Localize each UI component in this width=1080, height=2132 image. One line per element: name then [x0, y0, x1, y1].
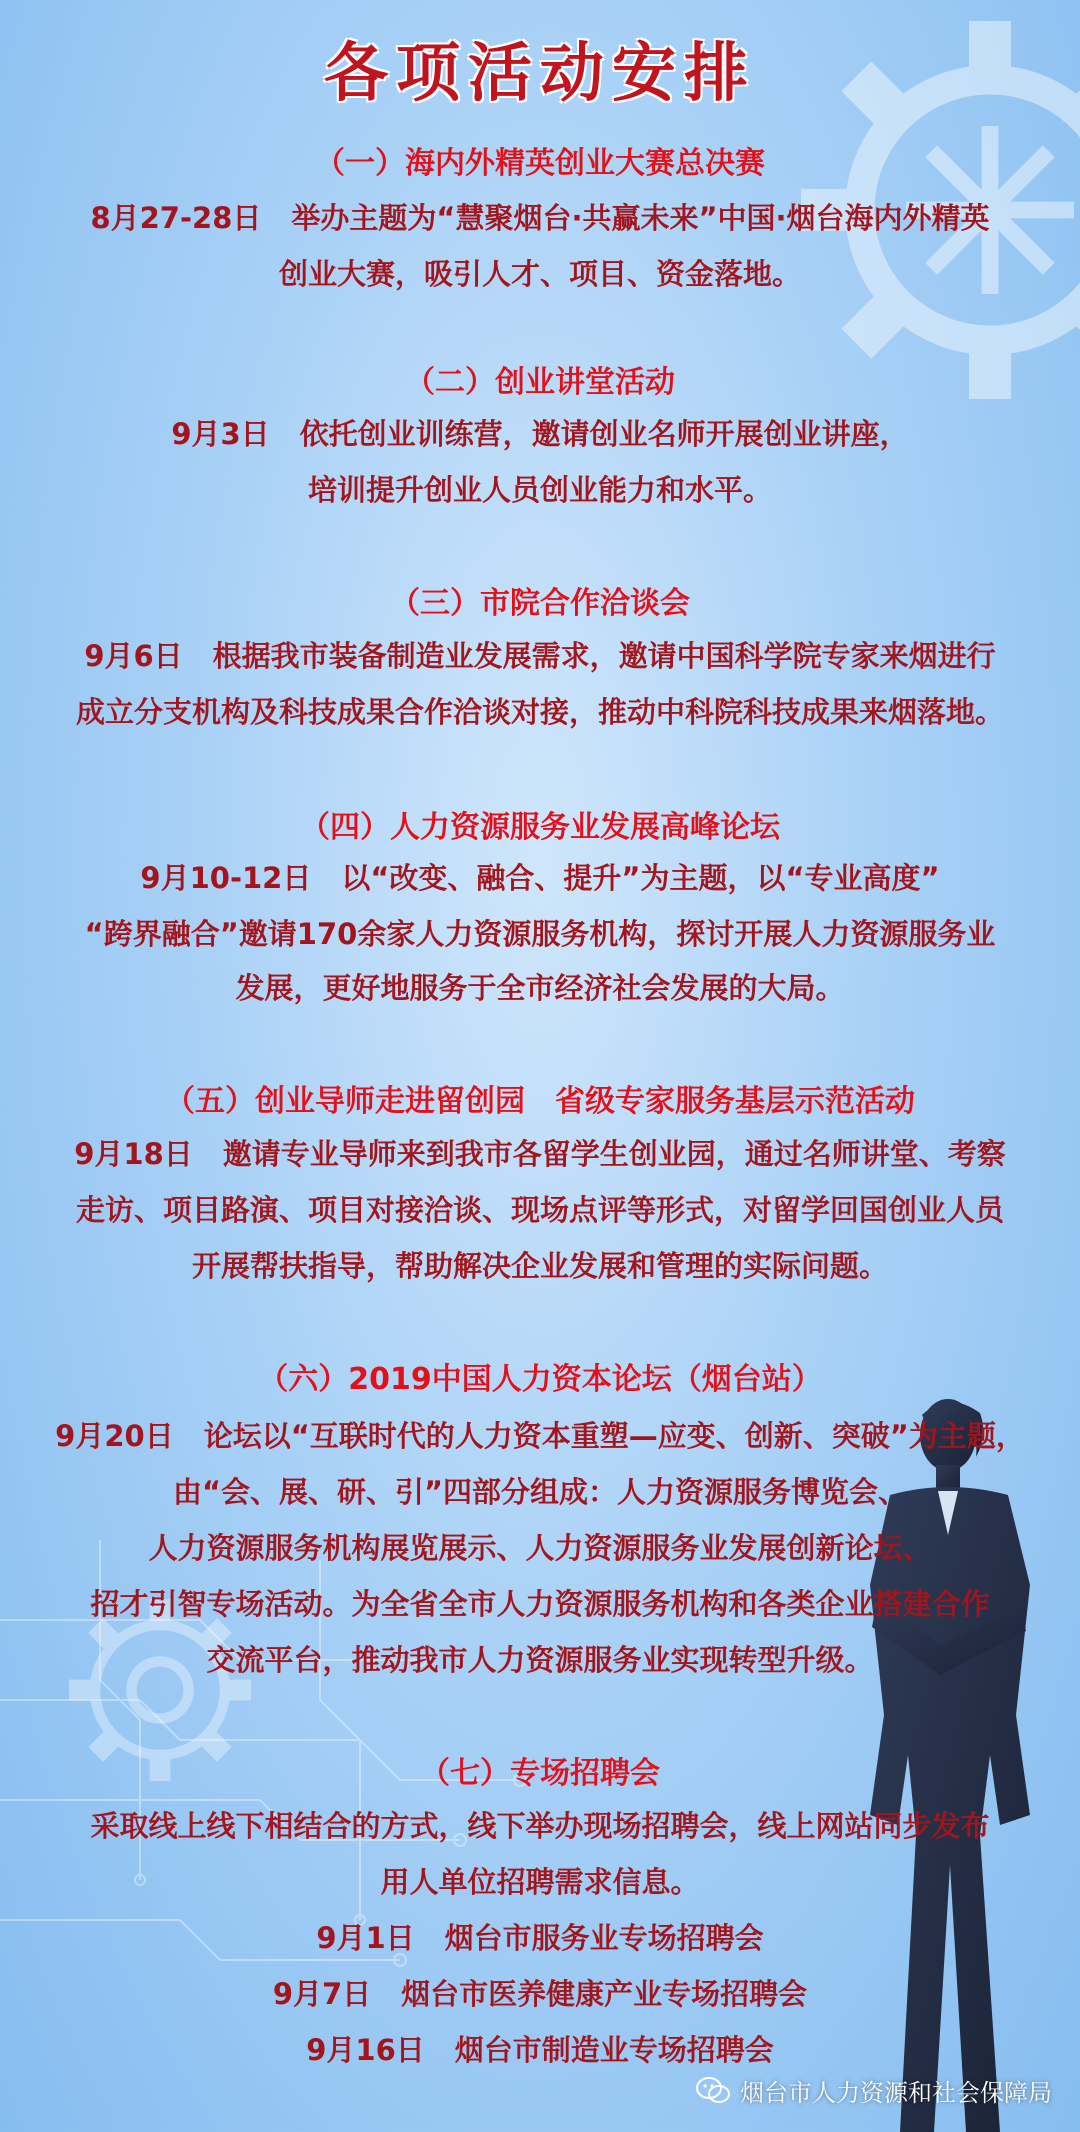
section-1-line-1: [0, 196, 1080, 237]
section-2-line-1: [0, 412, 1080, 453]
section-heading-3: （三）市院合作洽谈会: [390, 586, 690, 621]
watermark-text: 烟台市人力资源和社会保障局: [740, 2079, 1052, 2107]
event-text: 邀请专业导师来到我市各留学生创业园，通过名师讲堂、考察: [222, 1137, 1006, 1171]
event-text: 举办主题为“慧聚烟台·共赢未来”中国·烟台海内外精英: [291, 201, 990, 235]
event-date: 9月6日: [84, 639, 183, 673]
wechat-watermark: [696, 2073, 1052, 2108]
section-5-line-1: [0, 1132, 1080, 1173]
event-text: 烟台市服务业专场招聘会: [444, 1921, 764, 1955]
wechat-icon: [696, 2077, 730, 2105]
section-heading-2: （二）创业讲堂活动: [405, 365, 675, 400]
section-6-line-4: 招才引智专场活动。为全省全市人力资源服务机构和各类企业搭建合作: [90, 1587, 990, 1621]
event-text: 根据我市装备制造业发展需求，邀请中国科学院专家来烟进行: [212, 639, 996, 673]
section-7-line-2: 用人单位招聘需求信息。: [380, 1865, 700, 1899]
event-text: 烟台市医养健康产业专场招聘会: [401, 1977, 808, 2011]
section-6-line-2: 由“会、展、研、引”四部分组成：人力资源服务博览会、: [172, 1475, 908, 1509]
section-7-line-5: [0, 2028, 1080, 2069]
section-6-line-3: 人力资源服务机构展览展示、人力资源服务业发展创新论坛、: [148, 1531, 932, 1565]
section-6-line-5: 交流平台，推动我市人力资源服务业实现转型升级。: [206, 1643, 874, 1677]
section-3-line-2: 成立分支机构及科技成果合作洽谈对接，推动中科院科技成果来烟落地。: [75, 695, 1004, 729]
section-2-line-2: 培训提升创业人员创业能力和水平。: [307, 473, 772, 507]
event-date: 9月1日: [316, 1921, 415, 1955]
section-heading-6: （六）2019中国人力资本论坛（烟台站）: [258, 1362, 822, 1397]
event-text: 以“改变、融合、提升”为主题，以“专业高度”: [341, 861, 940, 895]
section-heading-7: （七）专场招聘会: [420, 1756, 660, 1791]
event-date: 9月10-12日: [140, 861, 312, 895]
section-7-line-3: [0, 1916, 1080, 1957]
section-3-line-1: [0, 634, 1080, 675]
event-date: 8月27-28日: [90, 201, 262, 235]
section-4-line-3: 发展，更好地服务于全市经济社会发展的大局。: [235, 971, 845, 1005]
section-heading-4: （四）人力资源服务业发展高峰论坛: [300, 810, 780, 845]
event-date: 9月7日: [272, 1977, 372, 2011]
event-text: 烟台市制造业专场招聘会: [454, 2033, 774, 2067]
event-text: 论坛以“互联时代的人力资本重塑—应变、创新、突破”为主题，: [203, 1419, 1025, 1453]
section-heading-5: （五）创业导师走进留创园 省级专家服务基层示范活动: [165, 1084, 915, 1119]
event-date: 9月20日: [55, 1419, 174, 1453]
section-5-line-2: 走访、项目路演、项目对接洽谈、现场点评等形式，对留学回国创业人员: [75, 1193, 1004, 1227]
section-7-line-4: [0, 1972, 1080, 2013]
event-date: 9月18日: [74, 1137, 193, 1171]
section-6-line-1: [0, 1414, 1080, 1455]
event-date: 9月3日: [171, 417, 270, 451]
event-date: 9月16日: [306, 2033, 425, 2067]
section-heading-1: （一）海内外精英创业大赛总决赛: [315, 146, 765, 181]
section-4-line-2: “跨界融合”邀请170余家人力资源服务机构，探讨开展人力资源服务业: [84, 917, 996, 951]
section-5-line-3: 开展帮扶指导，帮助解决企业发展和管理的实际问题。: [191, 1249, 888, 1283]
event-text: 依托创业训练营，邀请创业名师开展创业讲座，: [299, 417, 909, 451]
section-1-line-2: 创业大赛，吸引人才、项目、资金落地。: [278, 257, 801, 291]
page-title: 各项活动安排: [324, 37, 756, 111]
section-4-line-1: [0, 856, 1080, 897]
section-7-line-1: 采取线上线下相结合的方式，线下举办现场招聘会，线上网站同步发布: [90, 1809, 990, 1843]
